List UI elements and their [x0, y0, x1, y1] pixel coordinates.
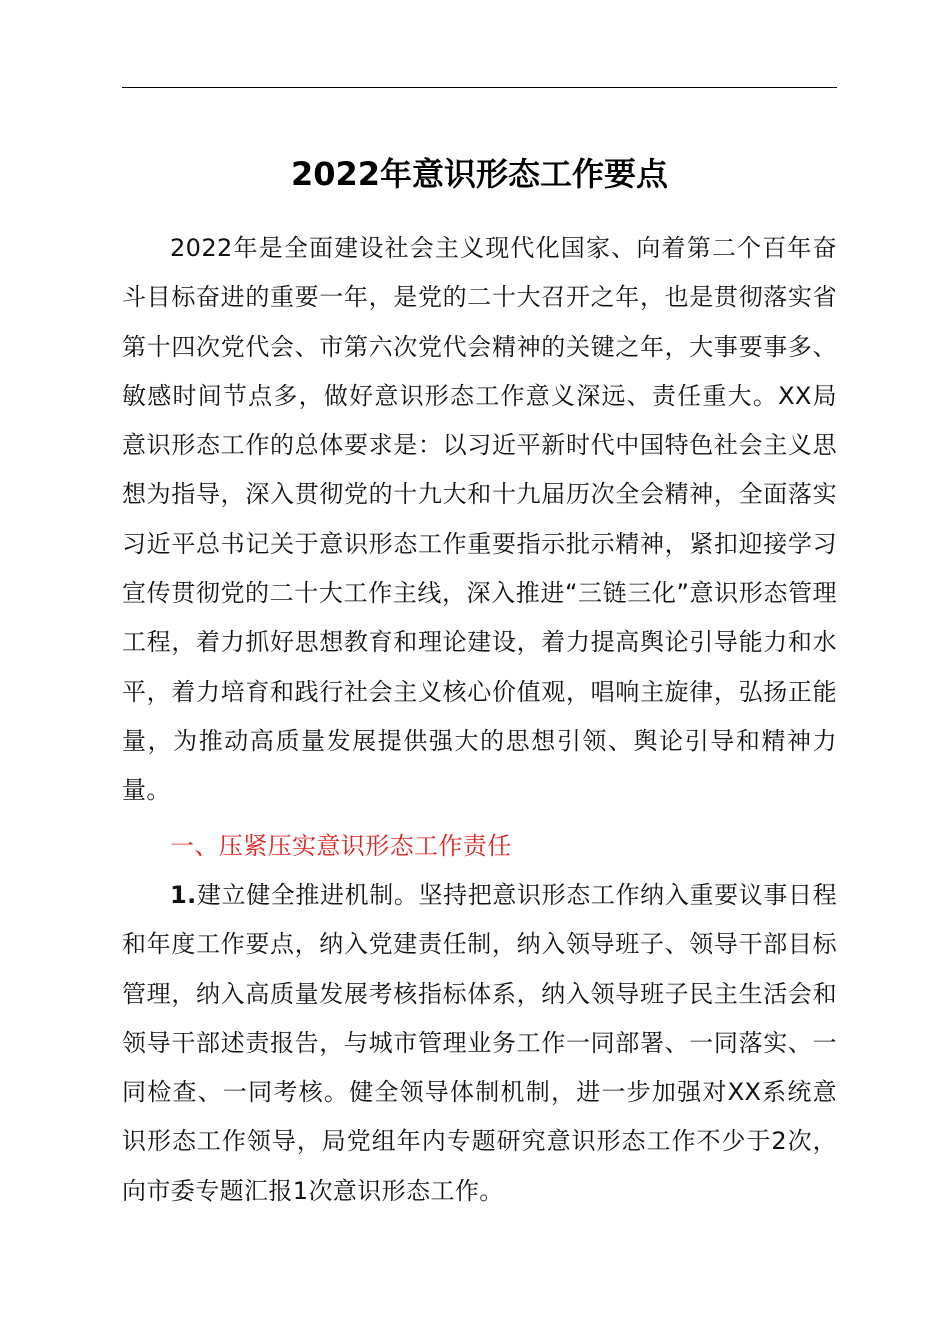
intro-paragraph: 2022年是全面建设社会主义现代化国家、向着第二个百年奋斗目标奋进的重要一年，是党的二十大召开之年，也是贯彻落实省第十四次党代会、市第六次党代会精神的关键之年，大事要事多、敏感时间节点多，做好意识形态工作意义深远、责任重大。XX局意识形态工作的总体要求是：以习近平新时代中国特色社会主义思想为指导，深入贯彻党的十九大和十九届历次全会精神，全面落实习近平总书记关于意识形态工作重要指示批示精神，紧扣迎接学习宣传贯彻党的二十大工作主线，深入推进“三链三化”意识形态管理工程，着力抓好思想教育和理论建设，着力提高舆论引导能力和水平，着力培育和践行社会主义核心价值观，唱响主旋律，弘扬正能量，为推动高质量发展提供强大的思想引领、舆论引导和精神力量。	[122, 234, 837, 805]
section-heading: 一、压紧压实意识形态工作责任	[170, 832, 512, 860]
item-number: 1.	[170, 881, 197, 909]
document-title: 2022年意识形态工作要点	[290, 155, 669, 193]
item-text: 建立健全推进机制。坚持把意识形态工作纳入重要议事日程和年度工作要点，纳入党建责任制，纳入领导班子、领导干部目标管理，纳入高质量发展考核指标体系，纳入领导班子民主生活会和领导干部述责报告，与城市管理业务工作一同部署、一同落实、一同检查、一同考核。健全领导体制机制，进一步加强对XX系统意识形态工作领导，局党组年内专题研究意识形态工作不少于2次，向市委专题汇报1次意识形态工作。	[122, 881, 837, 1205]
header-rule	[122, 87, 837, 88]
list-item	[122, 871, 837, 1216]
